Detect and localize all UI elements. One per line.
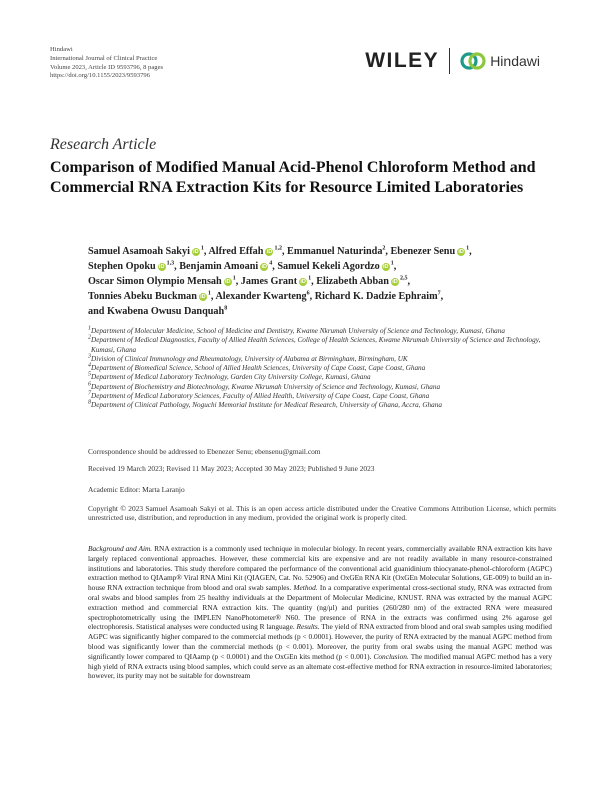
author-affiliation-sup: 2 [382,245,386,252]
affiliation-number: 2 [88,334,91,341]
abstract-background-label: Background and Aim. [88,544,153,553]
author-name: Tonnies Abeku Buckman [88,291,197,303]
affiliation-text: Department of Biochemistry and Biotechnology, Kwame Nkrumah University of Science and Technology, Kumasi, Ghana [91,382,441,391]
hindawi-logo-icon [459,51,487,71]
abstract-results-label: Results. [296,622,320,632]
author-item [88,246,204,257]
abstract-method-text: In a comparative experimental cross-sectional study, RNA was extracted from oral swabs and blood samples from 25 healthy individuals at the Department of Molecular Medicine, KNUST. RNA was extracted by the manual AGPC extraction method and commercial RNA extraction kits. The quantity (ng/μl) and purities (260/280 nm) of the extracted RNA were measured spectrophotometrically using the IMPLEN NanoPhotometer® N60. The presence of RNA in the extracts was confirmed using 2% agarose gel electrophoresis. Statistical analyses were conducted using R language. [88,583,552,632]
volume-info: Volume 2023, Article ID 9593796, 8 pages [50,63,164,71]
orcid-icon[interactable]: iD [383,264,389,271]
author-affiliation-sup: 1 [200,245,204,252]
abstract-conclusion-label: Conclusion. [373,651,409,661]
author-item [88,261,174,272]
affiliation-item [88,373,558,382]
orcid-icon[interactable]: iD [300,279,306,286]
affiliation-number: 7 [88,390,91,397]
author-name: Samuel Asamoah Sakyi [88,246,190,257]
orcid-icon[interactable]: iD [266,249,273,255]
publisher-name: Hindawi [50,46,73,53]
orcid-icon[interactable]: iD [224,279,231,286]
author-item [277,261,393,272]
author-item [88,276,236,287]
wiley-logo: WILEY [365,49,440,72]
affiliation-number: 4 [88,362,91,369]
affiliation-item [88,327,558,336]
affiliation-item [88,383,558,392]
author-item [241,276,311,287]
author-item [88,291,211,302]
correspondence-note: Correspondence should be addressed to Ebenezer Senu; ebensenu@gmail.com [88,447,321,456]
copyright-notice: Copyright © 2023 Samuel Asamoah Sakyi et al. This is an open access article distributed under the Creative Commons Attribution License, which permits unrestricted use, distribution, and reproduction in any medium, provided the original work is properly cited. [88,504,556,523]
author-affiliation-sup: 1 [232,275,236,282]
abstract [88,544,552,681]
article-title: Comparison of Modified Manual Acid-Phenol Chloroform Method and Commercial RNA Extraction Kits for Resource Limited Laboratories [50,159,536,196]
author-line [88,304,558,319]
author-affiliation-sup: 1 [390,260,394,267]
orcid-icon[interactable]: iD [193,249,199,255]
doi-link[interactable]: https://doi.org/10.1155/2023/9593796 [50,72,151,80]
author-affiliation-sup: 4 [269,260,273,267]
author-list [88,244,558,319]
affiliation-text: Department of Clinical Pathology, Noguchi Memorial Institute for Medical Research, University of Ghana, Accra, Ghana [91,401,442,410]
author-name: Elizabeth Abban [316,276,389,288]
affiliation-item [88,392,558,401]
author-name: Alfred Effah [208,246,264,257]
author-item [179,261,272,272]
author-name: James Grant [240,276,298,288]
affiliation-number: 5 [88,372,91,379]
author-item [391,246,470,257]
affiliation-list [88,327,558,411]
author-line: Samuel Asamoah Sakyi $iD^1$, Alfred Effah iD$^{1,2}$, Emmanuel Naturinda$^2$, Ebenezer Senu $iD^1$, [88,245,472,257]
author-name: Ebenezer Senu [390,246,456,257]
author-affiliation-sup: 1,2 [274,245,282,252]
author-name: Oscar Simon Olympio Mensah [88,276,222,288]
publisher-logos [365,48,540,74]
author-affiliation-sup: 1 [466,245,470,252]
author-name: Alexander Kwarteng [215,291,307,303]
author-name: Stephen Opoku [88,261,156,273]
author-item [88,306,227,317]
hindawi-logo-text: Hindawi [490,53,540,69]
author-affiliation-sup: 2,5 [399,275,408,282]
affiliation-text: Department of Medical Laboratory Technology, Garden City University College, Kumasi, Ghana [91,373,371,382]
author-name: Kwabena Owusu Danquah [106,306,225,318]
orcid-icon[interactable]: iD [200,294,206,301]
affiliation-number: 3 [88,353,91,360]
orcid-icon[interactable]: iD [392,279,398,286]
author-affiliation-sup: 1 [207,290,211,297]
author-item [215,291,309,302]
academic-editor: Academic Editor: Marta Laranjo [88,485,185,494]
author-line: Oscar Simon Olympio Mensah $iD^1$, James Grant $iD^1$, Elizabeth Abban iD$^{2,5}$, [88,275,410,288]
affiliation-text: Department of Medical Laboratory Sciences, Faculty of Allied Health, University of Cape Coast, Cape Coast, Ghana [91,392,430,401]
affiliation-item [88,355,558,364]
author-line: Stephen Opoku iD$^{1,3}$, Benjamin Amoani $iD^4$, Samuel Kekeli Agordzo $iD^1$, [88,260,397,273]
affiliation-number: 1 [88,325,91,332]
author-affiliation-sup: 7 [437,290,441,297]
orcid-icon[interactable]: iD [261,264,267,271]
orcid-icon[interactable]: iD [458,249,464,255]
affiliation-item [88,401,558,410]
affiliation-number: 6 [88,381,91,388]
author-affiliation-sup: 1,3 [166,260,175,267]
abstract-results-text: The yield of RNA extracted from blood and oral swab samples using modified AGPC was significantly higher compared to the commercial methods (p < 0.0001). However, the purity of RNA extracted by the manual AGPC method from blood was significantly lower than the commercial methods (p < 0.001). Moreover, the purity from oral swabs using the manual AGPC method was significantly lower compared to QIAamp (p < 0.0001) and the OxGEn kits method (p < 0.001). [88,622,552,661]
author-line: Tonnies Abeku Buckman $iD^1$, Alexander Kwarteng$^6$, Richard K. Dadzie Ephraim$^7$, [88,290,444,303]
article-type: Research Article [50,136,157,153]
author-item [287,246,385,257]
abstract-method-label: Method. [293,583,318,593]
affiliation-text: Department of Biomedical Science, School of Allied Health Sciences, University of Cape Coast, Cape Coast, Ghana [91,364,426,373]
affiliation-item [88,336,558,355]
author-affiliation-sup: 1 [308,275,312,282]
author-item [316,276,407,287]
affiliation-text: Division of Clinical Immunology and Rheumatology, University of Alabama at Birmingham, Birmingham, UK [91,354,408,363]
affiliation-text: Department of Molecular Medicine, School of Medicine and Dentistry, Kwame Nkrumah University of Science and Technology, Kumasi, Ghana [91,327,505,335]
abstract-background-text: RNA extraction is a commonly used technique in molecular biology. In recent years, commercially available RNA extraction kits have largely replaced conventional approaches. However, these commercial kits are expensive and are not readily available in many resource-constrained institutions and laboratories. This study therefore compared the performance of the conventional acid guanidinium thiocyanate-phenol-chloroform (AGPC) extraction method to QIAamp® Viral RNA Mini Kit (QIAGEN, Cat. No. 52906) and OxGEn RNA Kit (OxGEn Molecular Solutions, GE-009) to build an in-house RNA extraction technique from blood and oral swab samples. [88,544,553,593]
journal-name: International Journal of Clinical Practice [50,54,158,62]
author-affiliation-sup: 6 [306,290,310,297]
author-item [315,291,441,302]
affiliation-text: Department of Medical Diagnostics, Faculty of Allied Health Sciences, College of Health Sciences, Kwame Nkrumah University of Science and Technology, Kumasi, Ghana [91,336,541,354]
author-name: Emmanuel Naturinda [287,246,383,257]
orcid-icon[interactable]: iD [158,264,165,271]
logo-divider [449,48,450,74]
author-item [208,246,282,257]
abstract-conclusion-text: The modified manual AGPC method has a very high yield of RNA extracts using blood samples, which could serve as an alternate cost-effective method for RNA extraction in resource-limited laboratories; however, its purity may not be suitable for downstream [88,651,552,681]
affiliation-number: 8 [88,399,91,406]
author-name: Richard K. Dadzie Ephraim [314,291,438,303]
author-name: Samuel Kekeli Agordzo [277,261,380,273]
journal-meta [50,46,163,81]
publication-dates: Received 19 March 2023; Revised 11 May 2023; Accepted 30 May 2023; Published 9 June 2023 [88,464,375,473]
author-affiliation-sup: 8 [224,305,228,312]
author-conjunction: and [88,306,107,318]
author-name: Benjamin Amoani [179,261,259,273]
